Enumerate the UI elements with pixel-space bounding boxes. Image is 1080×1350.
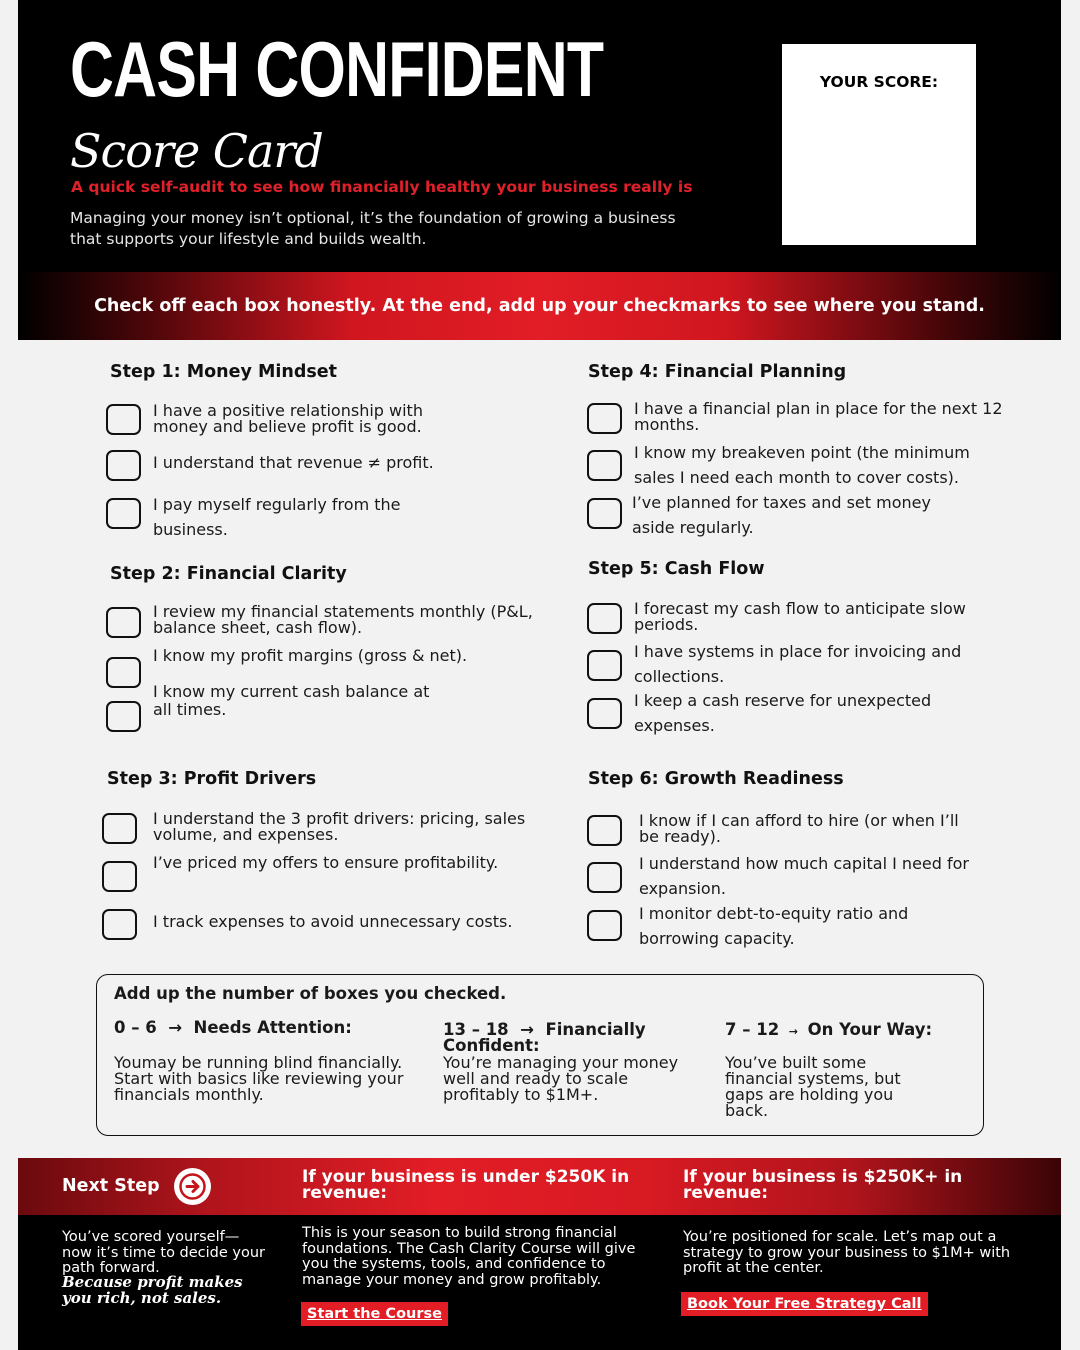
under-250k-heading: If your business is under $250K in revenue: xyxy=(302,1167,630,1203)
step2-item3-text: I know my current cash balance at all times. xyxy=(153,682,430,719)
arrow-right-icon: → xyxy=(162,1018,188,1037)
page-subtitle: Score Card xyxy=(70,124,323,178)
score-label: YOUR SCORE: xyxy=(819,73,939,91)
tier-needs-attention-text: Youmay be running blind financially. Start with basics like reviewing your financials monthly. xyxy=(114,1053,404,1104)
tier-range: 0 – 6 xyxy=(114,1018,157,1037)
step1-item1-text: I have a positive relationship with money and believe profit is good. xyxy=(153,401,423,436)
checkbox-step3-item3[interactable] xyxy=(102,909,137,940)
over-250k-heading: If your business is $250K+ in revenue: xyxy=(683,1167,963,1203)
footer xyxy=(18,1158,1061,1350)
checkbox-step5-item2[interactable] xyxy=(587,650,622,681)
checkbox-step1-item2[interactable] xyxy=(106,450,141,481)
step-6-title: Step 6: Growth Readiness xyxy=(588,769,844,789)
checkbox-step4-item1[interactable] xyxy=(587,403,622,434)
checkbox-step2-item3[interactable] xyxy=(106,701,141,732)
checkbox-step5-item3[interactable] xyxy=(587,698,622,729)
step3-item1-text: I understand the 3 profit drivers: pricing, sales volume, and expenses. xyxy=(153,809,526,844)
tagline: A quick self-audit to see how financially healthy your business really is xyxy=(71,178,693,196)
arrow-circle-icon xyxy=(174,1168,211,1205)
step-1-title: Step 1: Money Mindset xyxy=(110,362,338,382)
intro-text: Managing your money isn’t optional, it’s the foundation of growing a business that supports your lifestyle and builds wealth. xyxy=(70,209,676,248)
book-strategy-call-button[interactable]: Book Your Free Strategy Call xyxy=(681,1292,928,1316)
step-3-title: Step 3: Profit Drivers xyxy=(107,769,317,789)
tier-label: Needs Attention: xyxy=(193,1018,352,1037)
tier-range: 7 – 12 xyxy=(725,1020,780,1039)
step-4-title: Step 4: Financial Planning xyxy=(588,362,847,382)
start-course-button[interactable]: Start the Course xyxy=(301,1302,448,1326)
step1-item3-text: I pay myself regularly from the business. xyxy=(153,495,401,539)
checkbox-step1-item1[interactable] xyxy=(106,404,141,435)
results-box xyxy=(96,974,984,1136)
instruction-banner: Check off each box honestly. At the end, add up your checkmarks to see where you stand. xyxy=(18,272,1061,340)
checkbox-step4-item2[interactable] xyxy=(587,450,622,481)
next-step-label: Next Step xyxy=(62,1176,160,1196)
tier-confident-text: You’re managing your money well and ready to scale profitably to $1M+. xyxy=(443,1053,679,1104)
tier-needs-attention-title xyxy=(114,1020,414,1036)
header xyxy=(18,0,1061,272)
under-250k-text: This is your season to build strong financial foundations. The Cash Clarity Course will give you the systems, tools, and confidence to manage your money and grow profitably. xyxy=(302,1225,636,1288)
page-title: CASH CONFIDENT xyxy=(70,25,604,113)
step2-item1-text: I review my financial statements monthly (P&L, balance sheet, cash flow). xyxy=(153,602,533,637)
tier-range: 13 – 18 xyxy=(443,1020,509,1039)
step4-item2-text: I know my breakeven point (the minimum sales I need each month to cover costs). xyxy=(634,443,970,487)
tier-confident-title xyxy=(443,1022,673,1054)
step6-item1-text: I know if I can afford to hire (or when I’ll be ready). xyxy=(639,811,959,846)
step-2-title: Step 2: Financial Clarity xyxy=(110,564,347,584)
checkbox-step3-item2[interactable] xyxy=(102,861,137,892)
checkbox-step5-item1[interactable] xyxy=(587,603,622,634)
checkbox-step6-item2[interactable] xyxy=(587,862,622,893)
step6-item2-text: I understand how much capital I need for expansion. xyxy=(639,854,969,898)
checkbox-step1-item3[interactable] xyxy=(106,498,141,529)
next-step-text: You’ve scored yourself—now it’s time to decide your path forward. xyxy=(62,1229,266,1276)
tier-label: Financially Confident: xyxy=(443,1020,646,1055)
results-heading: Add up the number of boxes you checked. xyxy=(114,984,507,1003)
arrow-right-icon: → xyxy=(514,1020,540,1039)
score-box[interactable] xyxy=(782,44,976,245)
step-5-title: Step 5: Cash Flow xyxy=(588,559,765,579)
tier-label: On Your Way: xyxy=(807,1020,933,1039)
tier-on-your-way-text: You’ve built some financial systems, but gaps are holding you back. xyxy=(725,1053,901,1120)
tier-on-your-way-title xyxy=(725,1022,975,1040)
step5-item3-text: I keep a cash reserve for unexpected expenses. xyxy=(634,691,932,735)
step4-item3-text: I’ve planned for taxes and set money aside regularly. xyxy=(632,493,931,537)
step3-item3-text: I track expenses to avoid unnecessary costs. xyxy=(153,912,513,931)
checkbox-step6-item3[interactable] xyxy=(587,910,622,941)
checkbox-step3-item1[interactable] xyxy=(102,813,137,844)
step3-item2-text: I’ve priced my offers to ensure profitability. xyxy=(153,853,499,872)
step2-item2-text: I know my profit margins (gross & net). xyxy=(153,646,468,665)
over-250k-text: You’re positioned for scale. Let’s map out a strategy to grow your business to $1M+ with profit at the center. xyxy=(683,1229,1011,1276)
checkbox-step2-item2[interactable] xyxy=(106,657,141,688)
step6-item3-text: I monitor debt-to-equity ratio and borrowing capacity. xyxy=(639,904,909,948)
arrow-right-icon: → xyxy=(784,1025,802,1038)
step5-item1-text: I forecast my cash flow to anticipate slow periods. xyxy=(634,599,966,634)
footer-banner xyxy=(18,1158,1061,1215)
checkbox-step4-item3[interactable] xyxy=(587,498,622,529)
step1-item2-text: I understand that revenue ≠ profit. xyxy=(153,453,434,472)
checkbox-step6-item1[interactable] xyxy=(587,815,622,846)
footer-tagline: Because profit makes you rich, not sales. xyxy=(62,1273,243,1307)
step5-item2-text: I have systems in place for invoicing and collections. xyxy=(634,642,962,686)
step4-item1-text: I have a financial plan in place for the next 12 months. xyxy=(634,399,1003,434)
checkbox-step2-item1[interactable] xyxy=(106,607,141,638)
